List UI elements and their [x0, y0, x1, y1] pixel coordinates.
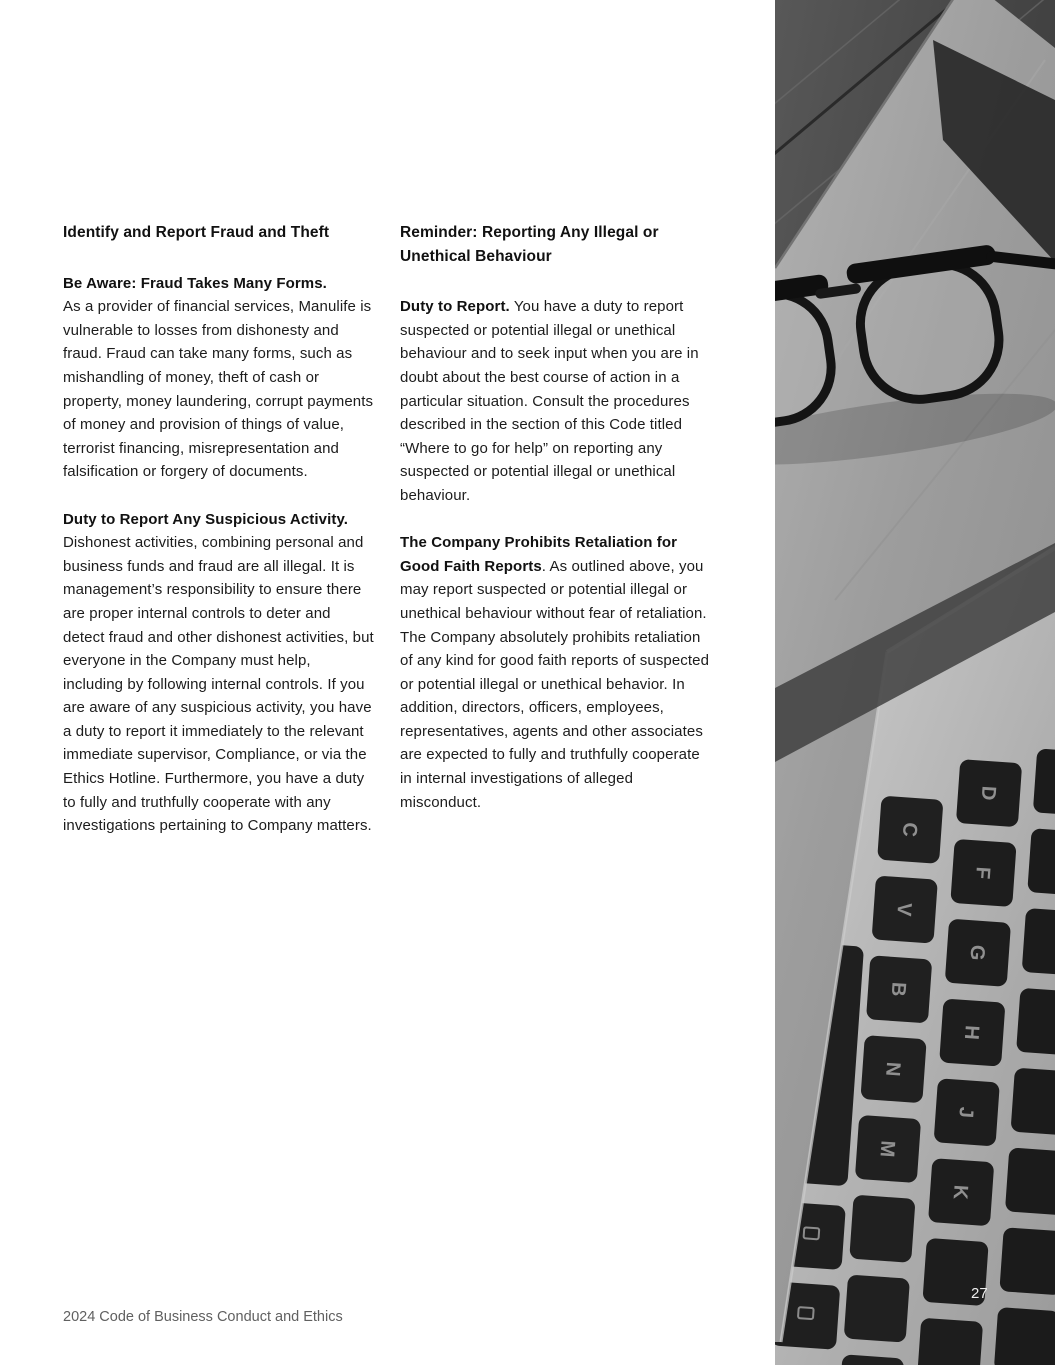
column-right: [400, 221, 711, 861]
paragraph-duty-suspicious-activity: [63, 508, 374, 838]
page-number: 27: [971, 1285, 988, 1302]
keyboard-key: [849, 1195, 915, 1263]
key-letter: V: [892, 902, 916, 917]
footer-text: 2024 Code of Business Conduct and Ethics: [63, 1309, 343, 1325]
paragraph-body: Dishonest activities, combining personal and business funds and fraud are all illegal. It is management’s responsibility to ensure there are proper internal controls to deter and detect fraud and other dishonest activities, but everyone in the Company must help, including by following internal controls. If you are aware of any suspicious activity, you have a duty to report it immediately to the relevant immediate supervisor, Compliance, or via the Ethics Hotline. Furthermore, you have a duty to fully and truthfully cooperate with any investigations pertaining to Company matters.: [63, 534, 374, 835]
key-letter: H: [959, 1024, 983, 1041]
heading-identify-report-fraud: Identify and Report Fraud and Theft: [63, 224, 330, 241]
paragraph-body: . As outlined above, you may report suspected or potential illegal or unethical behaviour without fear of retaliation. The Company absolutely prohibits retaliation of any kind for good faith reports of suspected or potential illegal or unethical behavior. In addition, directors, officers, employees, representatives, agents and other associates are expected to fully and truthfully cooperate in internal investigations of alleged misconduct.: [400, 557, 710, 811]
key-letter: N: [881, 1061, 905, 1078]
key-letter: B: [886, 981, 910, 998]
column-left: [63, 221, 374, 861]
keyboard-key: [999, 1227, 1055, 1295]
keyboard-key: [917, 1318, 983, 1365]
paragraph-lead: Duty to Report Any Suspicious Activity.: [63, 510, 349, 528]
keyboard-key: [1022, 908, 1055, 976]
photo-strip: [775, 0, 1055, 1365]
key-letter: K: [948, 1184, 972, 1201]
paragraph-no-retaliation: [400, 531, 711, 814]
key-letter: J: [954, 1105, 978, 1119]
keyboard-key: [1027, 828, 1055, 896]
paragraph-lead: Be Aware: Fraud Takes Many Forms.: [63, 274, 327, 292]
key-letter: C: [897, 821, 921, 838]
paragraph-lead: Duty to Report.: [400, 298, 510, 316]
paragraph-fraud-forms: [63, 272, 374, 484]
heading-reminder-reporting: Reminder: Reporting Any Illegal or Unethical Behaviour: [400, 224, 659, 265]
page-footer: [63, 1309, 343, 1325]
keyboard-key: [844, 1274, 910, 1342]
keyboard-key: [1016, 988, 1055, 1056]
page-content: [63, 221, 711, 861]
paragraph-lead: The Company Prohibits Retaliation for Good Faith Reports: [400, 534, 678, 575]
paragraph-body: As a provider of financial services, Manulife is vulnerable to losses from dishonesty and fraud. Fraud can take many forms, such as mishandling of money, theft of cash or property, money laundering, corrupt payments of money and provision of things of value, terrorist financing, misrepresentation and falsification or forgery of documents.: [63, 298, 374, 481]
key-letter: G: [965, 944, 989, 962]
paragraph-duty-to-report: [400, 295, 711, 507]
key-letter: D: [976, 785, 1000, 802]
photo-illustration: [775, 0, 1055, 1365]
keyboard-key: [994, 1307, 1055, 1365]
keyboard-key: [1011, 1068, 1055, 1136]
keyboard-key: [1005, 1147, 1055, 1215]
paragraph-body: You have a duty to report suspected or potential illegal or unethical behaviour and to seek input when you are in doubt about the best course of action in a particular situation. Consult the procedures described in the section of this Code titled “Where to go for help” on reporting any suspected or potential illegal or unethical behaviour.: [400, 298, 699, 504]
key-letter: M: [875, 1139, 899, 1158]
key-letter: F: [971, 866, 994, 880]
